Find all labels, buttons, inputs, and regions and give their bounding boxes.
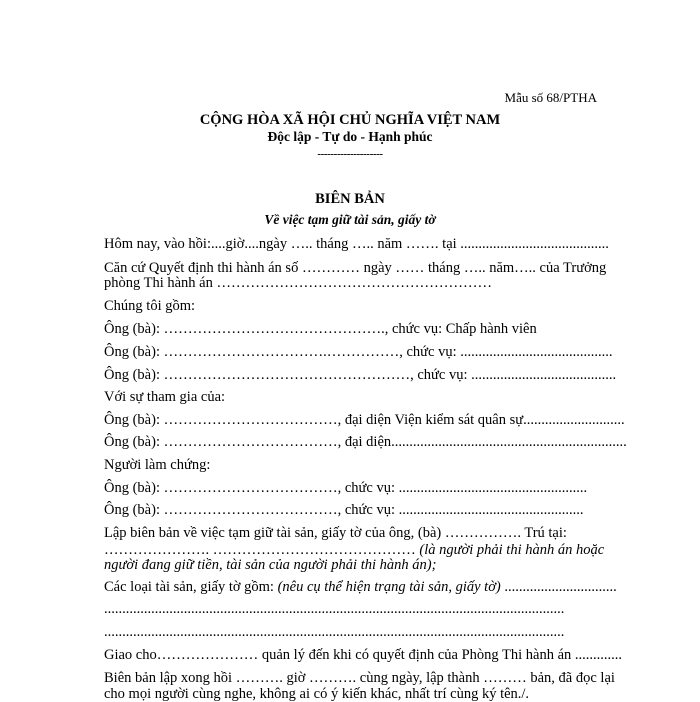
closing-line-2: cho mọi người cùng nghe, không ai có ý kiến khác, nhất trí cùng ký tên./.	[104, 686, 530, 702]
seizure-line: Lập biên bản về việc tạm giữ tài sản, giấy tờ của ông, (bà) ……………. Trú tại:	[104, 525, 567, 541]
procuracy-line: Ông (bà): ………………………………, đại diện Viện kiểm sát quân sự............................	[104, 412, 625, 428]
assets-dots: ...............................	[500, 579, 617, 595]
assets-note: (nêu cụ thể hiện trạng tài sản, giấy tờ)	[277, 579, 501, 595]
residence-line	[104, 542, 605, 558]
witness-line: Ông (bà): ………………………………, chức vụ: ...................................................	[104, 502, 584, 518]
participants-heading: Chúng tôi gồm:	[104, 298, 196, 314]
blank-line: ...............................................................................................................................	[104, 624, 565, 640]
closing-line: Biên bản lập xong hồi ………. giờ ………. cùng ngày, lập thành ……… bản, đã đọc lại	[104, 670, 615, 686]
residence-dots: …………………. ……………………………………	[104, 542, 416, 558]
representative-line: Ông (bà): ………………………………, đại diện.................................................................	[104, 434, 627, 450]
header-separator: --------------------	[317, 148, 383, 160]
form-number: Mẫu số 68/PTHA	[504, 90, 597, 105]
document-subtitle: Về việc tạm giữ tài sản, giấy tờ	[264, 212, 436, 227]
attendance-heading: Với sự tham gia của:	[104, 389, 226, 405]
motto: Độc lập - Tự do - Hạnh phúc	[267, 129, 433, 144]
national-title: CỘNG HÒA XÃ HỘI CHỦ NGHĨA VIỆT NAM	[199, 112, 501, 128]
decision-basis-line: Căn cứ Quyết định thi hành án số ………… ngày …… tháng ….. năm….. của Trưởng	[104, 260, 607, 276]
witness-heading: Người làm chứng:	[104, 457, 211, 473]
assets-line	[104, 579, 617, 595]
custody-line: Giao cho………………… quản lý đến khi có quyết định của Phòng Thi hành án .............	[104, 647, 623, 663]
document-title: BIÊN BẢN	[315, 191, 385, 207]
date-place-line: Hôm nay, vào hồi:....giờ....ngày ….. tháng ….. năm ……. tại .........................................	[104, 236, 609, 252]
residence-note: (là người phải thi hành án hoặc	[415, 542, 605, 558]
decision-basis-line-2: phòng Thi hành án …………………………………………………	[104, 275, 492, 291]
participant-line: Ông (bà): ………………………………………., chức vụ: Chấp hành viên	[104, 321, 537, 337]
witness-line: Ông (bà): ………………………………, chức vụ: ....................................................	[104, 480, 588, 496]
participant-line: Ông (bà): …………………………….……………, chức vụ: ..........................................	[104, 344, 613, 360]
blank-line: ...............................................................................................................................	[104, 601, 565, 617]
residence-note-2: người đang giữ tiền, tài sản của người phải thi hành án);	[104, 557, 437, 573]
participant-line: Ông (bà): ……………………………………………, chức vụ: ........................................	[104, 367, 617, 383]
assets-label: Các loại tài sản, giấy tờ gồm:	[104, 579, 278, 595]
